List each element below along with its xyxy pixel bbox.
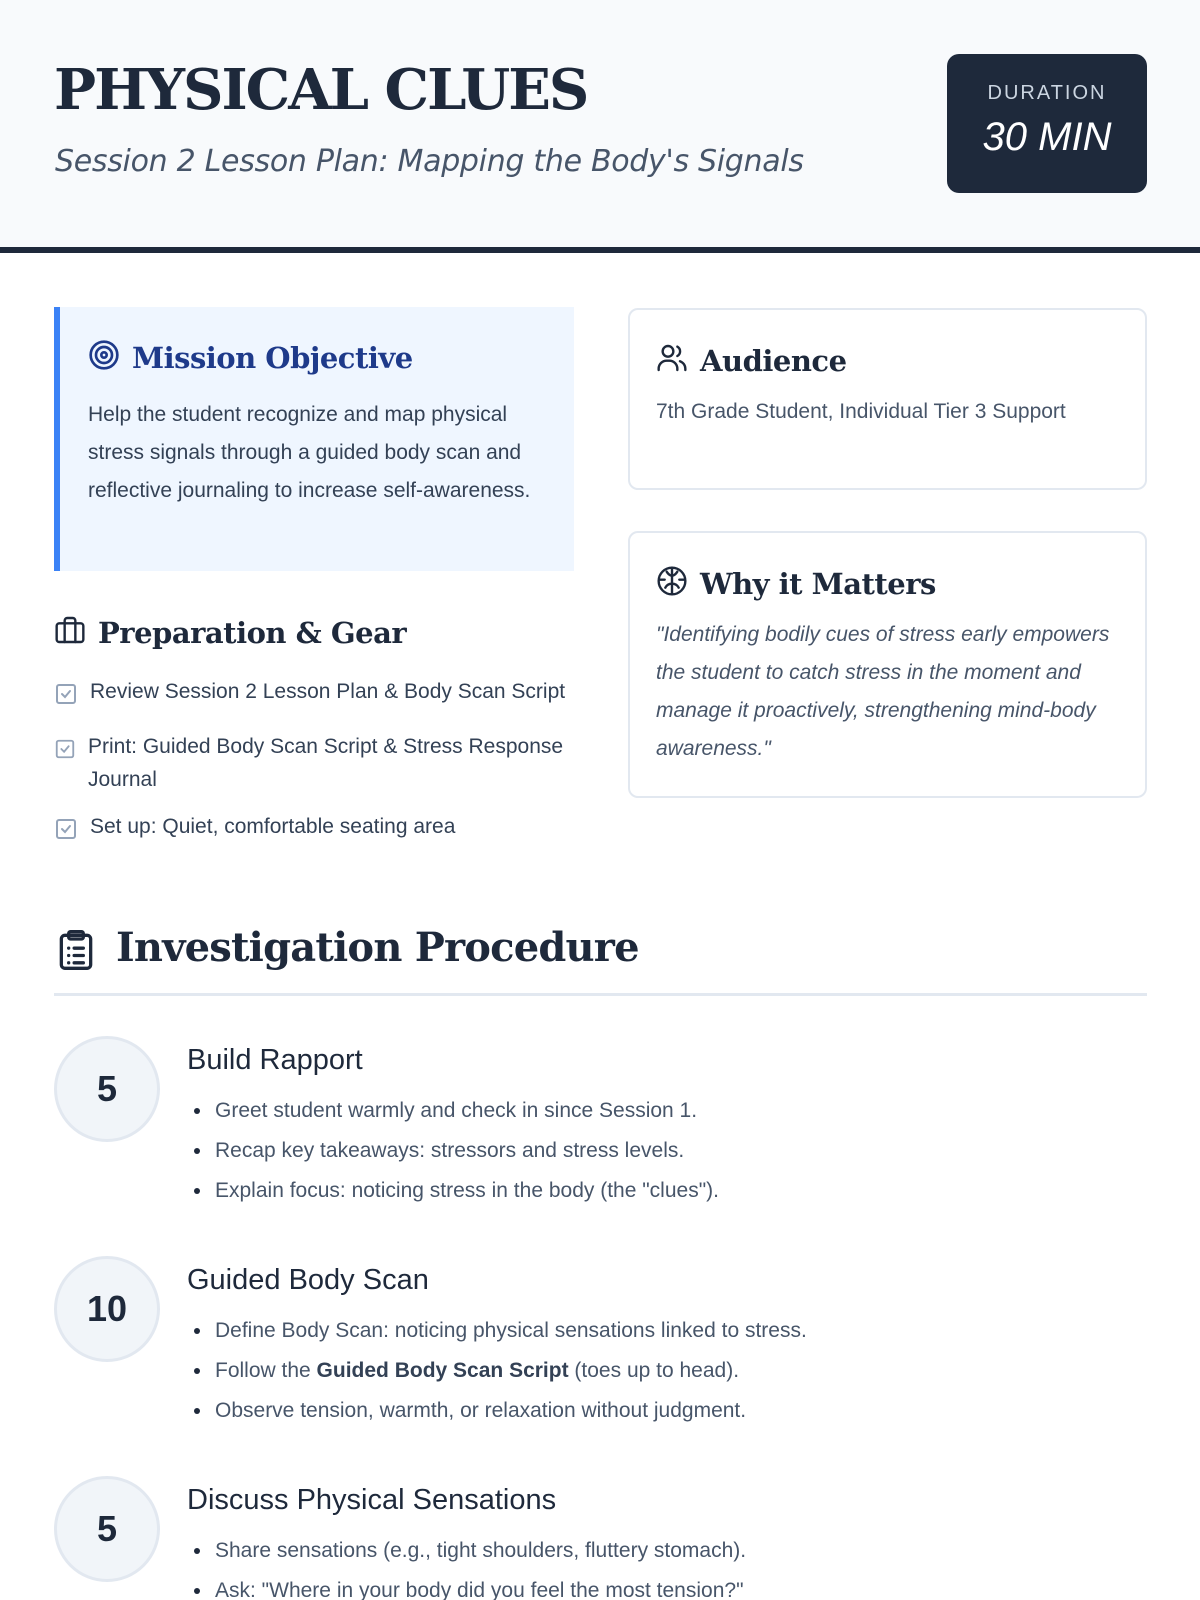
step-bullet: [213, 1351, 1087, 1391]
checklist-item-text: Print: Guided Body Scan Script & Stress Response Journal: [88, 735, 564, 791]
clipboard-icon: [54, 926, 98, 979]
users-icon: [656, 342, 688, 379]
briefcase-icon: [54, 614, 86, 651]
checkbox-checked-icon: [54, 817, 78, 851]
duration-badge: [947, 54, 1147, 193]
checkbox-checked-icon: [54, 737, 76, 770]
step-body: [187, 1044, 1087, 1211]
audience-header: [656, 342, 1119, 379]
audience-text: 7th Grade Student, Individual Tier 3 Support: [656, 400, 1066, 423]
step-minutes: 5: [54, 1036, 160, 1142]
step-bullet: • Observe tension, warmth, or relaxation without judgment.: [213, 1391, 1087, 1431]
mission-objective-card: [54, 307, 574, 571]
step-bullet: • Define Body Scan: noticing physical sensations linked to stress.: [213, 1311, 1087, 1351]
checkbox-checked-icon: [54, 682, 78, 716]
preparation-title: Preparation & Gear: [98, 615, 407, 650]
step-bullets: [187, 1311, 1087, 1431]
page-subtitle: Session 2 Lesson Plan: Mapping the Body's Signals: [55, 144, 804, 179]
procedure-header: [54, 926, 1147, 996]
step-title: Guided Body Scan: [187, 1264, 429, 1296]
step-bullets: [187, 1531, 1087, 1600]
step-bullet: • Greet student warmly and check in since Session 1.: [213, 1091, 1087, 1131]
why-it-matters-title: Why it Matters: [700, 566, 936, 601]
step-body: [187, 1264, 1087, 1431]
step-bullet-text-before: Follow the: [215, 1359, 317, 1382]
step-bullets: [187, 1091, 1087, 1211]
step-bullet-text-after: (toes up to head).: [568, 1359, 740, 1382]
step-minutes: 10: [54, 1256, 160, 1362]
step-bullet: • Recap key takeaways: stressors and stress levels.: [213, 1131, 1087, 1171]
checklist-item: [54, 730, 574, 796]
why-it-matters-header: [656, 565, 1119, 602]
mission-objective-title: Mission Objective: [132, 340, 413, 375]
preparation-header: [54, 614, 574, 651]
procedure-title: Investigation Procedure: [116, 924, 639, 971]
preparation-section: [54, 614, 574, 865]
step-minutes: 5: [54, 1476, 160, 1582]
page-header: [0, 0, 1200, 253]
mission-objective-header: [88, 339, 544, 376]
step-title: Discuss Physical Sensations: [187, 1484, 557, 1516]
step-title: Build Rapport: [187, 1044, 363, 1076]
audience-title: Audience: [700, 343, 847, 378]
duration-label: DURATION: [987, 82, 1107, 104]
step-bullet: • Ask: "Where in your body did you feel the most tension?": [213, 1571, 1087, 1600]
audience-card: [628, 308, 1147, 490]
step-bullet: • Share sensations (e.g., tight shoulders, fluttery stomach).: [213, 1531, 1087, 1571]
checklist-item-text: Set up: Quiet, comfortable seating area: [90, 815, 456, 838]
script-name: Guided Body Scan Script: [316, 1359, 569, 1382]
why-it-matters-quote: "Identifying bodily cues of stress early empowers the student to catch stress in the moment and manage it proactively, strengthening mind-body awareness.": [656, 623, 1110, 760]
duration-value: 30 MIN: [982, 115, 1112, 159]
why-it-matters-card: [628, 531, 1147, 798]
checklist-item-text: Review Session 2 Lesson Plan & Body Scan Script: [90, 680, 566, 703]
preparation-checklist: [54, 675, 574, 851]
step-bullet: • Explain focus: noticing stress in the body (the "clues").: [213, 1171, 1087, 1211]
step-body: [187, 1484, 1087, 1600]
target-icon: [88, 339, 120, 376]
mission-objective-text: Help the student recognize and map physical stress signals through a guided body scan and reflective journaling to increase self-awareness.: [88, 403, 531, 502]
checklist-item: [54, 810, 574, 851]
page-title: PHYSICAL CLUES: [54, 57, 588, 123]
brain-icon: [656, 565, 688, 602]
checklist-item: [54, 675, 574, 716]
